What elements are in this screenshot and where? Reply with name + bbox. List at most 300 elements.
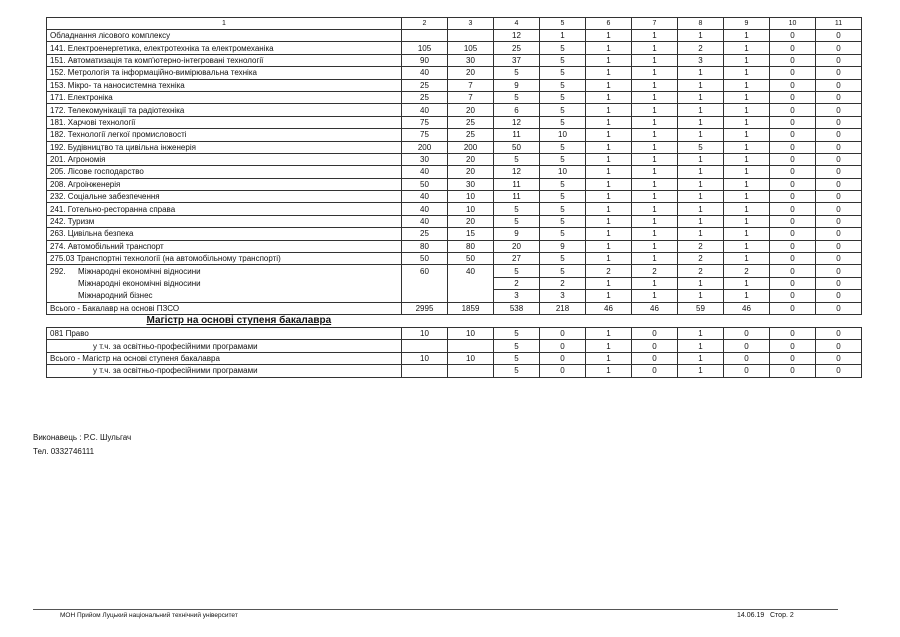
value-cell: 1 xyxy=(678,327,724,339)
table-row xyxy=(47,327,862,339)
value-cell: 1 xyxy=(678,203,724,215)
footer-organization: МОН Прийом Луцький національний технічний університет xyxy=(60,612,238,619)
specialty-name xyxy=(47,290,402,302)
value-cell: 1 xyxy=(586,203,632,215)
value-cell: 1 xyxy=(586,116,632,128)
value-cell: 11 xyxy=(494,129,540,141)
value-cell: 1 xyxy=(632,129,678,141)
value-cell xyxy=(448,290,494,302)
value-cell: 0 xyxy=(816,277,862,289)
specialty-name: Обладнання лісового комплексу xyxy=(47,30,402,42)
value-cell: 1 xyxy=(678,67,724,79)
value-cell: 5 xyxy=(494,340,540,352)
table-row xyxy=(47,116,862,128)
value-cell: 50 xyxy=(402,178,448,190)
value-cell: 1 xyxy=(632,240,678,252)
value-cell: 5 xyxy=(540,253,586,265)
value-cell: 0 xyxy=(770,203,816,215)
program-name: Міжнародний бізнес xyxy=(78,291,153,301)
value-cell: 200 xyxy=(402,141,448,153)
value-cell: 0 xyxy=(770,141,816,153)
value-cell: 40 xyxy=(402,67,448,79)
value-cell: 10 xyxy=(540,166,586,178)
table-row-group xyxy=(47,265,862,277)
value-cell: 1 xyxy=(724,141,770,153)
value-cell: 0 xyxy=(770,91,816,103)
value-cell: 218 xyxy=(540,302,586,314)
value-cell: 1 xyxy=(632,91,678,103)
value-cell: 0 xyxy=(816,215,862,227)
specialty-name: 081 Право xyxy=(47,327,402,339)
value-cell: 1 xyxy=(632,228,678,240)
value-cell: 1 xyxy=(586,141,632,153)
value-cell: 2 xyxy=(494,277,540,289)
specialty-name: Всього - Магістр на основі ступеня бакалавра xyxy=(47,352,402,364)
table-row xyxy=(47,30,862,42)
column-header: 3 xyxy=(448,18,494,30)
value-cell: 0 xyxy=(770,54,816,66)
value-cell: 1 xyxy=(540,30,586,42)
value-cell: 5 xyxy=(540,265,586,277)
admission-table xyxy=(46,17,862,378)
value-cell: 5 xyxy=(540,54,586,66)
value-cell xyxy=(448,30,494,42)
value-cell: 0 xyxy=(816,129,862,141)
value-cell: 46 xyxy=(632,302,678,314)
value-cell: 6 xyxy=(494,104,540,116)
value-cell: 0 xyxy=(770,67,816,79)
value-cell: 0 xyxy=(770,166,816,178)
value-cell: 1 xyxy=(678,215,724,227)
value-cell: 40 xyxy=(402,166,448,178)
value-cell: 1 xyxy=(586,215,632,227)
value-cell: 40 xyxy=(448,265,494,277)
value-cell: 0 xyxy=(770,79,816,91)
value-cell: 90 xyxy=(402,54,448,66)
value-cell: 0 xyxy=(816,67,862,79)
value-cell: 40 xyxy=(402,104,448,116)
value-cell: 0 xyxy=(540,352,586,364)
value-cell: 5 xyxy=(540,67,586,79)
value-cell: 0 xyxy=(770,352,816,364)
value-cell: 1 xyxy=(632,67,678,79)
value-cell: 1 xyxy=(586,91,632,103)
value-cell: 0 xyxy=(816,166,862,178)
value-cell: 5 xyxy=(494,153,540,165)
value-cell: 105 xyxy=(402,42,448,54)
specialty-name: 171. Електроніка xyxy=(47,91,402,103)
phone-info: Тел. 0332746111 xyxy=(33,447,95,456)
value-cell: 10 xyxy=(402,352,448,364)
value-cell: 59 xyxy=(678,302,724,314)
value-cell: 1 xyxy=(678,166,724,178)
value-cell: 0 xyxy=(816,302,862,314)
value-cell: 2 xyxy=(678,265,724,277)
value-cell: 0 xyxy=(816,265,862,277)
value-cell: 2 xyxy=(678,253,724,265)
table-row xyxy=(47,42,862,54)
value-cell: 5 xyxy=(540,215,586,227)
value-cell: 1 xyxy=(586,352,632,364)
value-cell: 1 xyxy=(632,191,678,203)
table-row xyxy=(47,166,862,178)
value-cell: 0 xyxy=(816,203,862,215)
table-row xyxy=(47,203,862,215)
value-cell: 1 xyxy=(586,191,632,203)
value-cell: 25 xyxy=(402,228,448,240)
table-row xyxy=(47,91,862,103)
value-cell: 5 xyxy=(540,228,586,240)
value-cell: 5 xyxy=(540,141,586,153)
value-cell: 5 xyxy=(540,116,586,128)
value-cell: 1 xyxy=(586,253,632,265)
executor-info: Виконавець : Р.С. Шульгач xyxy=(33,433,132,442)
value-cell: 1 xyxy=(678,91,724,103)
program-name: Міжнародні економічні відносини xyxy=(78,266,201,276)
value-cell: 37 xyxy=(494,54,540,66)
value-cell: 0 xyxy=(770,104,816,116)
value-cell: 0 xyxy=(540,327,586,339)
value-cell: 0 xyxy=(770,129,816,141)
table-row xyxy=(47,352,862,364)
value-cell: 30 xyxy=(402,153,448,165)
value-cell: 0 xyxy=(770,290,816,302)
value-cell: 1 xyxy=(632,104,678,116)
value-cell: 11 xyxy=(494,178,540,190)
value-cell: 1 xyxy=(586,228,632,240)
value-cell: 75 xyxy=(402,129,448,141)
value-cell: 2 xyxy=(632,265,678,277)
value-cell: 75 xyxy=(402,116,448,128)
value-cell: 40 xyxy=(402,215,448,227)
value-cell: 0 xyxy=(816,104,862,116)
value-cell: 1 xyxy=(632,42,678,54)
value-cell: 0 xyxy=(770,178,816,190)
value-cell: 1 xyxy=(632,253,678,265)
value-cell: 1 xyxy=(632,290,678,302)
value-cell: 0 xyxy=(540,365,586,377)
value-cell: 1 xyxy=(586,340,632,352)
value-cell: 5 xyxy=(540,91,586,103)
value-cell: 27 xyxy=(494,253,540,265)
value-cell: 10 xyxy=(448,327,494,339)
value-cell: 0 xyxy=(816,352,862,364)
total-label: Всього - Бакалавр на основі ПЗСО xyxy=(47,302,402,314)
value-cell: 1 xyxy=(724,228,770,240)
value-cell xyxy=(448,340,494,352)
specialty-name: у т.ч. за освітньо-професійними програмами xyxy=(47,365,402,377)
value-cell: 0 xyxy=(632,327,678,339)
value-cell: 1 xyxy=(678,129,724,141)
footer-date: 14.06.19 xyxy=(737,612,765,619)
value-cell: 1 xyxy=(586,327,632,339)
value-cell: 0 xyxy=(816,79,862,91)
table-row xyxy=(47,178,862,190)
value-cell: 20 xyxy=(448,153,494,165)
table-row xyxy=(47,191,862,203)
value-cell: 12 xyxy=(494,166,540,178)
value-cell: 0 xyxy=(632,365,678,377)
value-cell xyxy=(448,365,494,377)
value-cell: 10 xyxy=(448,352,494,364)
value-cell: 12 xyxy=(494,30,540,42)
value-cell: 20 xyxy=(448,104,494,116)
value-cell: 0 xyxy=(770,215,816,227)
value-cell: 60 xyxy=(402,265,448,277)
value-cell: 0 xyxy=(770,365,816,377)
value-cell: 0 xyxy=(816,116,862,128)
value-cell: 1 xyxy=(724,116,770,128)
value-cell: 0 xyxy=(770,153,816,165)
value-cell: 7 xyxy=(448,79,494,91)
value-cell: 0 xyxy=(816,91,862,103)
value-cell: 1 xyxy=(678,277,724,289)
specialty-name: 201. Агрономія xyxy=(47,153,402,165)
value-cell: 5 xyxy=(494,67,540,79)
value-cell: 1 xyxy=(678,178,724,190)
table-row xyxy=(47,153,862,165)
value-cell: 1 xyxy=(678,340,724,352)
value-cell: 2 xyxy=(586,265,632,277)
specialty-name xyxy=(47,277,402,289)
value-cell: 0 xyxy=(632,352,678,364)
value-cell xyxy=(402,290,448,302)
value-cell: 1 xyxy=(586,67,632,79)
value-cell: 0 xyxy=(816,240,862,252)
value-cell: 0 xyxy=(816,42,862,54)
value-cell: 1 xyxy=(678,191,724,203)
value-cell: 0 xyxy=(770,265,816,277)
specialty-name: 263. Цивільна безпека xyxy=(47,228,402,240)
value-cell: 10 xyxy=(448,203,494,215)
value-cell: 1 xyxy=(724,290,770,302)
value-cell: 5 xyxy=(494,91,540,103)
value-cell: 0 xyxy=(816,30,862,42)
value-cell: 50 xyxy=(494,141,540,153)
table-row xyxy=(47,240,862,252)
value-cell: 0 xyxy=(770,240,816,252)
value-cell: 0 xyxy=(770,42,816,54)
value-cell: 10 xyxy=(540,129,586,141)
value-cell: 0 xyxy=(816,228,862,240)
value-cell: 1 xyxy=(632,178,678,190)
value-cell: 10 xyxy=(402,327,448,339)
value-cell: 5 xyxy=(678,141,724,153)
value-cell: 1 xyxy=(632,277,678,289)
value-cell: 46 xyxy=(724,302,770,314)
value-cell: 538 xyxy=(494,302,540,314)
specialty-name: у т.ч. за освітньо-професійними програмами xyxy=(47,340,402,352)
value-cell: 0 xyxy=(770,191,816,203)
value-cell: 1 xyxy=(724,67,770,79)
section-title: Магістр на основі ступеня бакалавра xyxy=(146,315,332,327)
table-row xyxy=(47,228,862,240)
value-cell: 1 xyxy=(724,104,770,116)
header-row xyxy=(47,18,862,30)
value-cell: 0 xyxy=(816,365,862,377)
value-cell: 1 xyxy=(678,365,724,377)
footer-page-number: Стор. 2 xyxy=(770,612,794,619)
value-cell: 1 xyxy=(678,352,724,364)
table-row xyxy=(47,67,862,79)
section-title-row xyxy=(47,314,862,327)
value-cell: 11 xyxy=(494,191,540,203)
value-cell: 40 xyxy=(402,191,448,203)
value-cell: 30 xyxy=(448,178,494,190)
value-cell: 0 xyxy=(724,327,770,339)
column-header: 6 xyxy=(586,18,632,30)
value-cell: 1 xyxy=(678,153,724,165)
value-cell: 1 xyxy=(724,215,770,227)
value-cell: 1 xyxy=(586,79,632,91)
value-cell: 2 xyxy=(678,240,724,252)
value-cell: 1 xyxy=(632,54,678,66)
table-row xyxy=(47,141,862,153)
value-cell: 20 xyxy=(448,215,494,227)
footer-divider xyxy=(33,609,838,610)
value-cell: 0 xyxy=(770,277,816,289)
value-cell: 0 xyxy=(770,116,816,128)
column-header: 10 xyxy=(770,18,816,30)
value-cell: 1 xyxy=(632,203,678,215)
column-header: 2 xyxy=(402,18,448,30)
value-cell: 0 xyxy=(816,54,862,66)
value-cell: 1 xyxy=(724,91,770,103)
value-cell: 1 xyxy=(632,141,678,153)
table-row xyxy=(47,215,862,227)
program-name: Міжнародні економічні відносини xyxy=(78,279,201,288)
table-row xyxy=(47,340,862,352)
value-cell: 1 xyxy=(586,240,632,252)
value-cell: 0 xyxy=(816,178,862,190)
value-cell: 5 xyxy=(540,104,586,116)
value-cell: 3 xyxy=(494,290,540,302)
value-cell: 5 xyxy=(494,352,540,364)
value-cell: 105 xyxy=(448,42,494,54)
value-cell: 5 xyxy=(494,215,540,227)
specialty-name: 153. Мікро- та наносистемна техніка xyxy=(47,79,402,91)
value-cell: 1 xyxy=(632,30,678,42)
value-cell: 0 xyxy=(770,327,816,339)
value-cell: 1 xyxy=(678,228,724,240)
value-cell: 1 xyxy=(586,30,632,42)
value-cell: 5 xyxy=(494,203,540,215)
table-row xyxy=(47,79,862,91)
table-row xyxy=(47,129,862,141)
specialty-name: 232. Соціальне забезпечення xyxy=(47,191,402,203)
table-row xyxy=(47,365,862,377)
value-cell: 1 xyxy=(586,54,632,66)
value-cell: 5 xyxy=(540,203,586,215)
value-cell: 9 xyxy=(494,228,540,240)
specialty-name: 275.03 Транспортні технології (на автомобільному транспорті) xyxy=(47,253,402,265)
specialty-name: 151. Автоматизація та комп'ютерно-інтегровані технології xyxy=(47,54,402,66)
specialty-name: 172. Телекомунікації та радіотехніка xyxy=(47,104,402,116)
value-cell: 5 xyxy=(540,191,586,203)
specialty-name: 274. Автомобільний транспорт xyxy=(47,240,402,252)
value-cell: 0 xyxy=(724,340,770,352)
value-cell: 5 xyxy=(494,265,540,277)
value-cell: 2 xyxy=(678,42,724,54)
column-header: 5 xyxy=(540,18,586,30)
value-cell: 0 xyxy=(540,340,586,352)
value-cell: 1 xyxy=(678,290,724,302)
value-cell: 5 xyxy=(494,365,540,377)
value-cell: 30 xyxy=(448,54,494,66)
value-cell: 80 xyxy=(402,240,448,252)
specialty-name: 182. Технології легкої промисловості xyxy=(47,129,402,141)
specialty-name: 242. Туризм xyxy=(47,215,402,227)
value-cell: 5 xyxy=(540,153,586,165)
value-cell: 3 xyxy=(540,290,586,302)
value-cell: 0 xyxy=(770,228,816,240)
value-cell: 3 xyxy=(678,54,724,66)
table-row xyxy=(47,253,862,265)
value-cell: 1 xyxy=(724,30,770,42)
value-cell: 1 xyxy=(632,153,678,165)
value-cell: 0 xyxy=(816,340,862,352)
value-cell: 0 xyxy=(724,365,770,377)
value-cell: 1 xyxy=(586,104,632,116)
value-cell: 25 xyxy=(448,116,494,128)
value-cell: 1 xyxy=(724,166,770,178)
value-cell: 1 xyxy=(586,290,632,302)
value-cell: 1 xyxy=(724,79,770,91)
column-header: 8 xyxy=(678,18,724,30)
value-cell xyxy=(402,277,448,289)
value-cell: 25 xyxy=(448,129,494,141)
specialty-name: 241. Готельно-ресторанна справа xyxy=(47,203,402,215)
value-cell: 80 xyxy=(448,240,494,252)
value-cell: 1 xyxy=(586,42,632,54)
specialty-name: 152. Метрологія та інформаційно-вимірювальна техніка xyxy=(47,67,402,79)
value-cell: 1 xyxy=(724,178,770,190)
value-cell: 1 xyxy=(586,178,632,190)
value-cell xyxy=(402,30,448,42)
value-cell: 9 xyxy=(494,79,540,91)
value-cell: 1 xyxy=(632,116,678,128)
value-cell: 1859 xyxy=(448,302,494,314)
specialty-name: 181. Харчові технології xyxy=(47,116,402,128)
value-cell: 20 xyxy=(494,240,540,252)
value-cell: 25 xyxy=(402,91,448,103)
value-cell: 9 xyxy=(540,240,586,252)
value-cell: 200 xyxy=(448,141,494,153)
table-row xyxy=(47,104,862,116)
column-header: 9 xyxy=(724,18,770,30)
value-cell: 1 xyxy=(586,277,632,289)
total-row xyxy=(47,302,862,314)
value-cell: 1 xyxy=(724,203,770,215)
value-cell: 50 xyxy=(402,253,448,265)
value-cell: 0 xyxy=(770,253,816,265)
value-cell: 50 xyxy=(448,253,494,265)
value-cell: 15 xyxy=(448,228,494,240)
value-cell: 1 xyxy=(724,191,770,203)
value-cell: 25 xyxy=(494,42,540,54)
value-cell: 1 xyxy=(586,153,632,165)
value-cell: 1 xyxy=(724,240,770,252)
value-cell xyxy=(448,277,494,289)
value-cell: 0 xyxy=(816,191,862,203)
table-row-group xyxy=(47,290,862,302)
value-cell: 1 xyxy=(586,166,632,178)
value-cell: 1 xyxy=(586,129,632,141)
column-header: 7 xyxy=(632,18,678,30)
value-cell: 7 xyxy=(448,91,494,103)
specialty-name: 141. Електроенергетика, електротехніка та електромеханіка xyxy=(47,42,402,54)
value-cell: 5 xyxy=(540,42,586,54)
